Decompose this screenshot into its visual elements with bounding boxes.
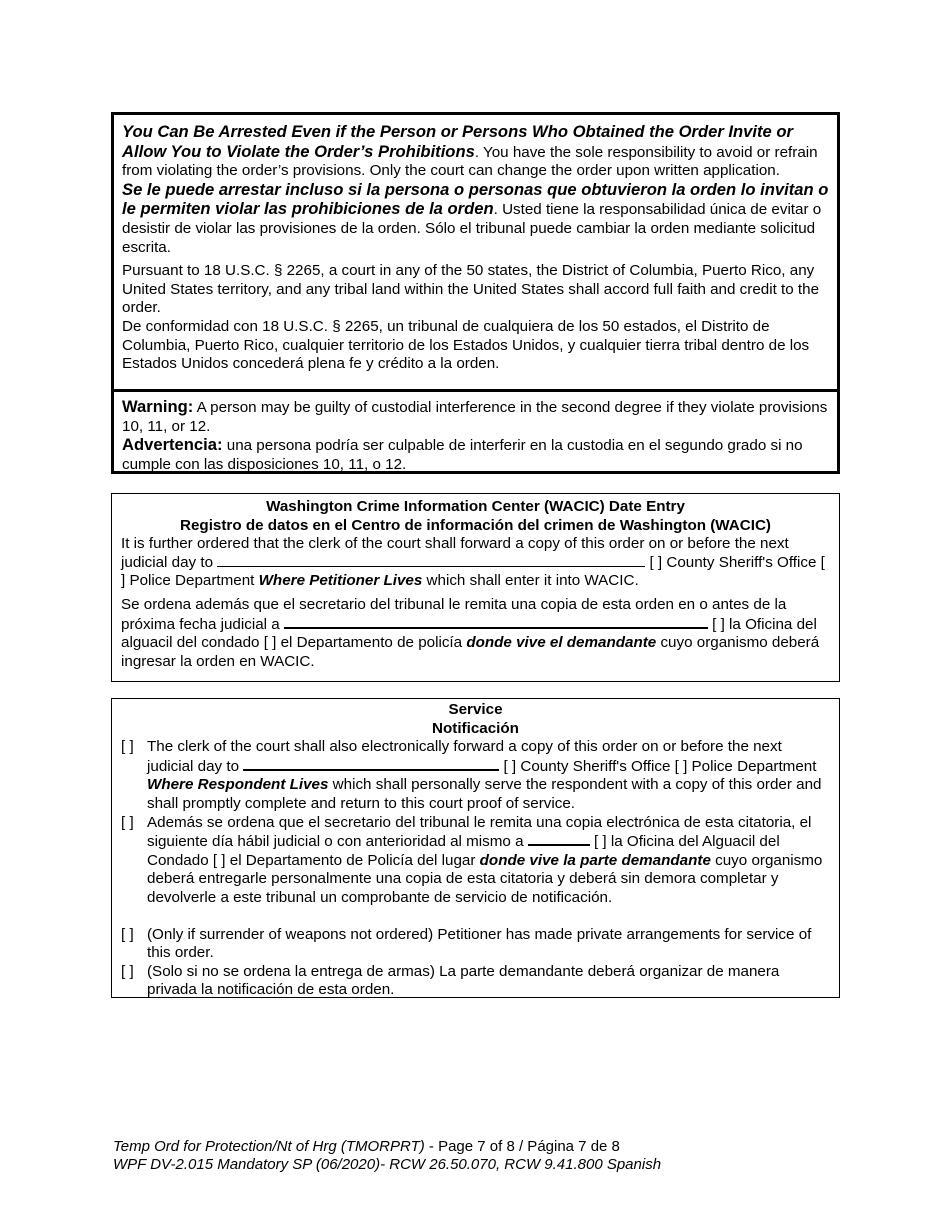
where-petitioner-lives: Where Petitioner Lives <box>258 572 423 590</box>
service-item4-text: (Solo si no se ordena la entrega de armas) La parte demandante deberá organizar de manera privada la notificación de esta orden. <box>147 962 780 999</box>
custodial-warning-box <box>111 389 840 474</box>
service-fecha-blank[interactable] <box>528 832 590 846</box>
warning-english <box>122 398 829 436</box>
warning-label: Warning: <box>122 397 194 416</box>
service-box <box>111 698 840 998</box>
arrest-notice-box <box>111 112 840 392</box>
where-respondent-lives: Where Respondent Lives <box>147 776 329 794</box>
wacic-english-part1: It is further ordered that the clerk of the court shall forward a copy of this order on or before the next judicial day to <box>121 535 789 571</box>
service-judicial-day-blank[interactable] <box>243 757 499 771</box>
page-number: - Page 7 of 8 / Página 7 de 8 <box>424 1138 620 1155</box>
full-faith-credit-english: Pursuant to 18 U.S.C. § 2265, a court in any of the 50 states, the District of Columbia, Puerto Rico, any United States territory, and any tribal land within the United States shall accord full faith and credit to the order. <box>122 262 820 317</box>
service-item2-part1: Además se ordena que el secretario del tribunal le remita una copia electrónica de esta citatoria, el siguiente día hábil judicial o con anterioridad al mismo a <box>147 813 812 851</box>
service-option-electronic-english <box>121 738 830 813</box>
full-faith-credit-spanish: De conformidad con 18 U.S.C. § 2265, un tribunal de cualquiera de los 50 estados, el Distrito de Columbia, Puerto Rico, cualquier territorio de los Estados Unidos, y cualquier tierra tribal dentro de los Estados Unidos concederá plena fe y crédito a la orden. <box>122 317 810 373</box>
arrest-heading-spanish: Se le puede arrestar incluso si la persona o personas que obtuvieron la orden lo invitan o le permiten violar las prohibiciones de la orden <box>122 179 829 219</box>
service-item2-part3: cuyo organismo deberá entregarle personalmente una copia de esta citatoria y deberá sin demora completar y devolverle a este tribunal un comprobante de servicio de notificación. <box>147 851 823 906</box>
warning-text-english: A person may be guilty of custodial interference in the second degree if they violate provisions 10, 11, or 12. <box>122 399 828 435</box>
checkbox[interactable]: [ ] <box>121 925 134 943</box>
wacic-spanish-part3: cuyo organismo deberá ingresar la orden en WACIC. <box>121 634 820 670</box>
service-item1-part3: which shall personally serve the respondent with a copy of this order and shall promptly complete and return to this court proof of service. <box>147 776 822 812</box>
wacic-english-part3: which shall enter it into WACIC. <box>422 572 639 590</box>
footer-line1 <box>113 1138 661 1156</box>
page-footer <box>113 1138 661 1174</box>
service-option-private-english <box>121 926 830 963</box>
service-title-english: Service <box>448 701 503 718</box>
wacic-spanish-part1: Se ordena además que el secretario del tribunal le remita una copia de esta orden en o antes de la próxima fecha judicial a <box>121 595 787 633</box>
service-item3-text: (Only if surrender of weapons not ordered) Petitioner has made private arrangements for service of this order. <box>147 925 812 962</box>
warning-text-spanish: una persona podría ser culpable de interferir en la custodia en el segundo grado si no cumple con las disposiciones 10, 11, o 12. <box>122 437 803 473</box>
form-title: Temp Ord for Protection/Nt of Hrg (TMORPRT) <box>113 1138 425 1155</box>
donde-vive-el-demandante: donde vive el demandante <box>466 634 657 652</box>
service-option-electronic-spanish <box>121 814 830 908</box>
service-item2-part2: [ ] la Oficina del Alguacil del Condado [ ] el Departamento de Policía del lugar <box>147 833 780 869</box>
arrest-text-spanish: . Usted tiene la responsabilidad única de evitar o desistir de violar las provisiones de la orden. Sólo el tribunal puede cambiar la orden mediante solicitud escrita. <box>122 201 822 256</box>
checkbox[interactable]: [ ] <box>121 962 134 980</box>
advertencia-label: Advertencia: <box>122 435 223 455</box>
arrest-text-english: . You have the sole responsibility to avoid or refrain from violating the order’s provisions. Only the court can change the order upon written application. <box>122 143 818 180</box>
wacic-title-english: Washington Crime Information Center (WACIC) Date Entry <box>266 498 685 515</box>
wacic-spanish-part2: [ ] la Oficina del alguacil del condado [ ] el Departamento de policía <box>121 615 817 652</box>
wacic-entry-box <box>111 493 840 682</box>
form-code: WPF DV-2.015 Mandatory SP (06/2020)- RCW 26.50.070, RCW 9.41.800 Spanish <box>113 1156 662 1173</box>
wacic-title-spanish: Registro de datos en el Centro de información del crimen de Washington (WACIC) <box>180 516 771 534</box>
arrest-heading-english: You Can Be Arrested Even if the Person or Persons Who Obtained the Order Invite or Allow You to Violate the Order’s Prohibitions <box>122 122 793 161</box>
service-title-spanish: Notificación <box>432 719 519 737</box>
arrest-notice-english <box>122 123 829 181</box>
warning-spanish <box>122 436 829 474</box>
wacic-english-part2: [ ] County Sheriff's Office [ ] Police Department <box>121 553 825 590</box>
arrest-notice-spanish <box>122 181 829 257</box>
judicial-day-blank-spanish[interactable] <box>284 615 708 629</box>
donde-vive-la-parte-demandante: donde vive la parte demandante <box>479 851 711 869</box>
checkbox[interactable]: [ ] <box>121 738 134 756</box>
wacic-order-english <box>121 535 830 591</box>
wacic-order-spanish <box>121 596 830 671</box>
service-option-private-spanish <box>121 963 830 1000</box>
checkbox[interactable]: [ ] <box>121 813 134 831</box>
service-item1-part2: [ ] County Sheriff's Office [ ] Police Department <box>499 757 817 775</box>
judicial-day-blank-english[interactable] <box>217 554 645 567</box>
service-item1-part1: The clerk of the court shall also electronically forward a copy of this order on or before the next judicial day to <box>147 738 782 775</box>
